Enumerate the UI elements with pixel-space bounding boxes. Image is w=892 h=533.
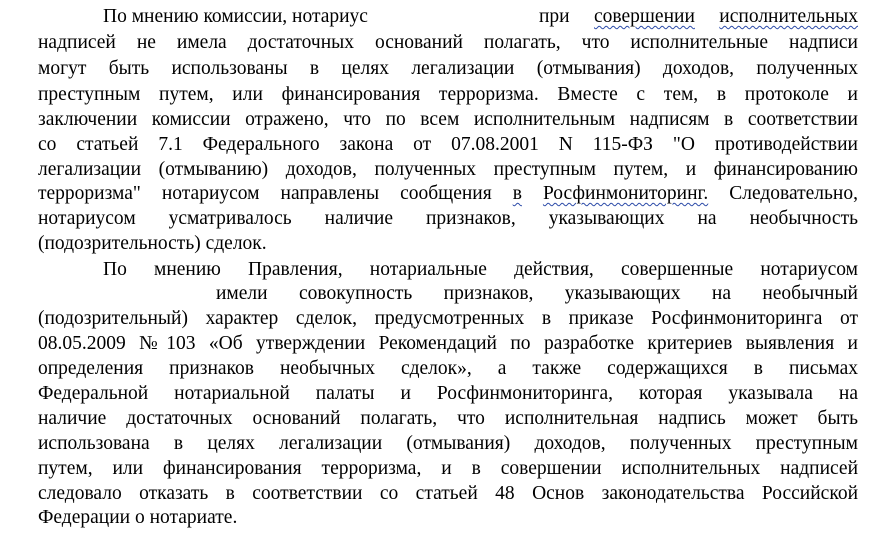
- para1-line-9: нотариусом усматривалось наличие признаков, указывающих на необычность: [38, 208, 858, 229]
- para1-line1-link1: совершении: [594, 6, 695, 27]
- para2-line-7: наличие достаточных оснований полагать, что исполнительная надпись может быть: [38, 408, 858, 429]
- para1-line-8: [38, 181, 858, 206]
- para1-line-6: со статьей 7.1 Федерального закона от 07.08.2001 N 115-ФЗ "О противодействии: [38, 134, 858, 155]
- para1-line-5: заключении комиссии отражено, что по всем исполнительным надписям в соответствии: [38, 109, 858, 130]
- para2-line-6: Федеральной нотариальной палаты и Росфинмониторинга, которая указывала на: [38, 383, 858, 404]
- para2-line-4: 08.05.2009 №103 «Об утверждении Рекомендаций по разработке критериев выявления и: [38, 333, 858, 354]
- para1-line-2: надписей не имела достаточных оснований полагать, что исполнительные надписи: [38, 32, 858, 53]
- para2-line-9: путем, или финансирования терроризма, и в совершении исполнительных надписей: [38, 458, 858, 479]
- para1-line8-link-v: в: [512, 183, 522, 204]
- para1-line-10: (подозрительность) сделок.: [38, 233, 267, 254]
- para1-line1-mid: при: [539, 6, 570, 27]
- para1-line-7: легализации (отмыванию) доходов, полученных преступным путем, и финансированию: [38, 159, 858, 180]
- para1-line-4: преступным путем, или финансирования терроризма. Вместе с тем, в протоколе и: [38, 84, 858, 105]
- para1-line-1-right: [539, 4, 858, 29]
- para1-line1-link2: исполнительных: [719, 6, 859, 27]
- para2-line-5: определения признаков необычных сделок», а также содержащихся в письмах: [38, 358, 858, 379]
- para1-line8-post: Следовательно,: [729, 183, 858, 204]
- para1-line8-pre: терроризма" нотариусом направлены сообщения: [38, 183, 492, 204]
- para2-line-10: следовало отказать в соответствии со статьей 48 Основ законодательства Российской: [38, 483, 858, 504]
- para2-line-11: Федерации о нотариате.: [38, 507, 238, 528]
- para2-line-1: По мнению Правления, нотариальные действия, совершенные нотариусом: [103, 259, 858, 280]
- para1-line-3: могут быть использованы в целях легализации (отмывания) доходов, полученных: [38, 58, 858, 79]
- para2-line-3: (подозрительный) характер сделок, предусмотренных в приказе Росфинмониторинга от: [38, 308, 858, 329]
- para1-line8-link-org: Росфинмониторинг.: [542, 183, 709, 204]
- para1-line1-pre: По мнению комиссии, нотариус: [103, 6, 368, 27]
- para2-line-8: использована в целях легализации (отмывания) доходов, полученных преступным: [38, 433, 858, 454]
- para2-line-2: имели совокупность признаков, указывающих на необычный: [216, 283, 858, 304]
